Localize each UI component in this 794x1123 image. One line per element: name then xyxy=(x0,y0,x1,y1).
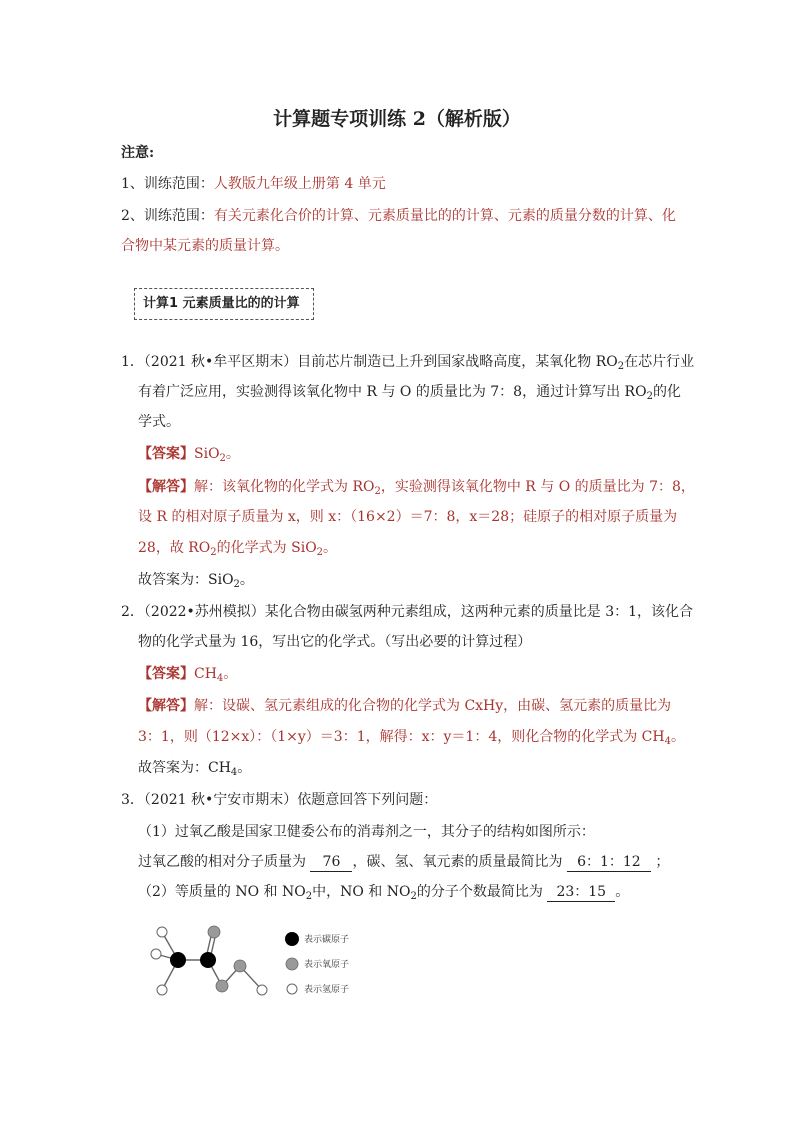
q1-answer: 【答案】SiO$_2$。 xyxy=(138,446,240,464)
q2-line-2: 物的化学式量为 16，写出它的化学式。（写出必要的计算过程） xyxy=(138,634,532,650)
legend-carbon-swatch xyxy=(285,932,299,946)
q1-line-1: 1．（2021 秋•牟平区期末）目前芯片制造已上升到国家战略高度，某氧化物 $RO_2$在芯片行业 xyxy=(121,354,695,372)
oxygen-atom xyxy=(234,960,246,972)
legend-hydrogen-swatch xyxy=(287,984,297,994)
legend-oxygen-label: 表示氧原子 xyxy=(304,960,350,970)
note-label: 注意: xyxy=(121,145,155,161)
q3-line-1: 3．（2021 秋•宁安市期末）依题意回答下列问题： xyxy=(121,792,438,808)
hydrogen-atom xyxy=(157,985,167,995)
legend-carbon-label: 表示碳原子 xyxy=(304,935,350,945)
q2-final: 故答案为：$CH_4$。 xyxy=(138,760,252,778)
oxygen-atom xyxy=(216,980,228,992)
q1-line-2: 有着广泛应用，实验测得该氧化物中 R 与 O 的质量比为 7：8，通过计算写出 $RO_2$的化 xyxy=(138,384,681,402)
answer-blank-1: 76 xyxy=(310,853,352,872)
q3-line-3: 过氧乙酸的相对分子质量为 76 ，碳、氢、氧元素的质量最简比为 6：1：12 ； xyxy=(138,854,670,870)
answer-blank-2: 6：1：12 xyxy=(567,853,651,872)
q3-line-2: （1）过氧乙酸是国家卫健委公布的消毒剂之一，其分子的结构如图所示： xyxy=(138,824,595,840)
scope-1: 1、训练范围：人教版九年级上册第 4 单元 xyxy=(121,176,386,192)
scope-2: 2、训练范围：有关元素化合价的计算、元素质量比的的计算、元素的质量分数的计算、化 xyxy=(121,208,676,224)
carbon-atom xyxy=(200,952,216,968)
q2-analysis-2: 3：1，则（12×x）：（1×y）＝3：1，解得：x：y＝1：4，则化合物的化学式为 $CH_4$。 xyxy=(138,729,685,747)
legend-oxygen-swatch xyxy=(286,958,298,970)
q2-line-1: 2．（2022•苏州模拟）某化合物由碳氢两种元素组成，这两种元素的质量比是 3：1，该化合 xyxy=(121,604,694,620)
page-title: 计算题专项训练 2（解析版） xyxy=(273,108,521,130)
q3-line-4: （2）等质量的 NO 和 $NO_2$中，NO 和 $NO_2$的分子个数最简比为 23：15 。 xyxy=(138,884,630,902)
scope-2-cont: 合物中某元素的质量计算。 xyxy=(121,238,289,254)
section-box: 计算1 元素质量比的的计算 xyxy=(134,288,314,320)
q1-line-3: 学式。 xyxy=(138,414,180,430)
q2-analysis-1: 【解答】解：设碳、氢元素组成的化合物的化学式为 CxHy，由碳、氢元素的质量比为 xyxy=(138,698,672,714)
hydrogen-atom xyxy=(257,985,267,995)
molecule-diagram xyxy=(140,918,380,1008)
answer-blank-3: 23：15 xyxy=(547,883,615,902)
q1-analysis-3: 28，故 $RO_2$的化学式为 SiO$_2$。 xyxy=(138,540,338,558)
carbon-atom xyxy=(170,952,186,968)
q1-final: 故答案为：SiO$_2$。 xyxy=(138,572,254,590)
q2-answer: 【答案】$CH_4$。 xyxy=(138,666,238,684)
oxygen-atom xyxy=(208,926,220,938)
legend-hydrogen-label: 表示氢原子 xyxy=(304,985,350,995)
hydrogen-atom xyxy=(157,927,167,937)
q1-analysis-1: 【解答】解：该氧化物的化学式为 $RO_2$，实验测得该氧化物中 R 与 O 的质量比为 7：8， xyxy=(138,479,695,497)
q1-analysis-2: 设 R 的相对原子质量为 x，则 x：（16×2）＝7：8，x＝28；硅原子的相对原子质量为 xyxy=(138,509,678,525)
hydrogen-atom xyxy=(151,949,161,959)
